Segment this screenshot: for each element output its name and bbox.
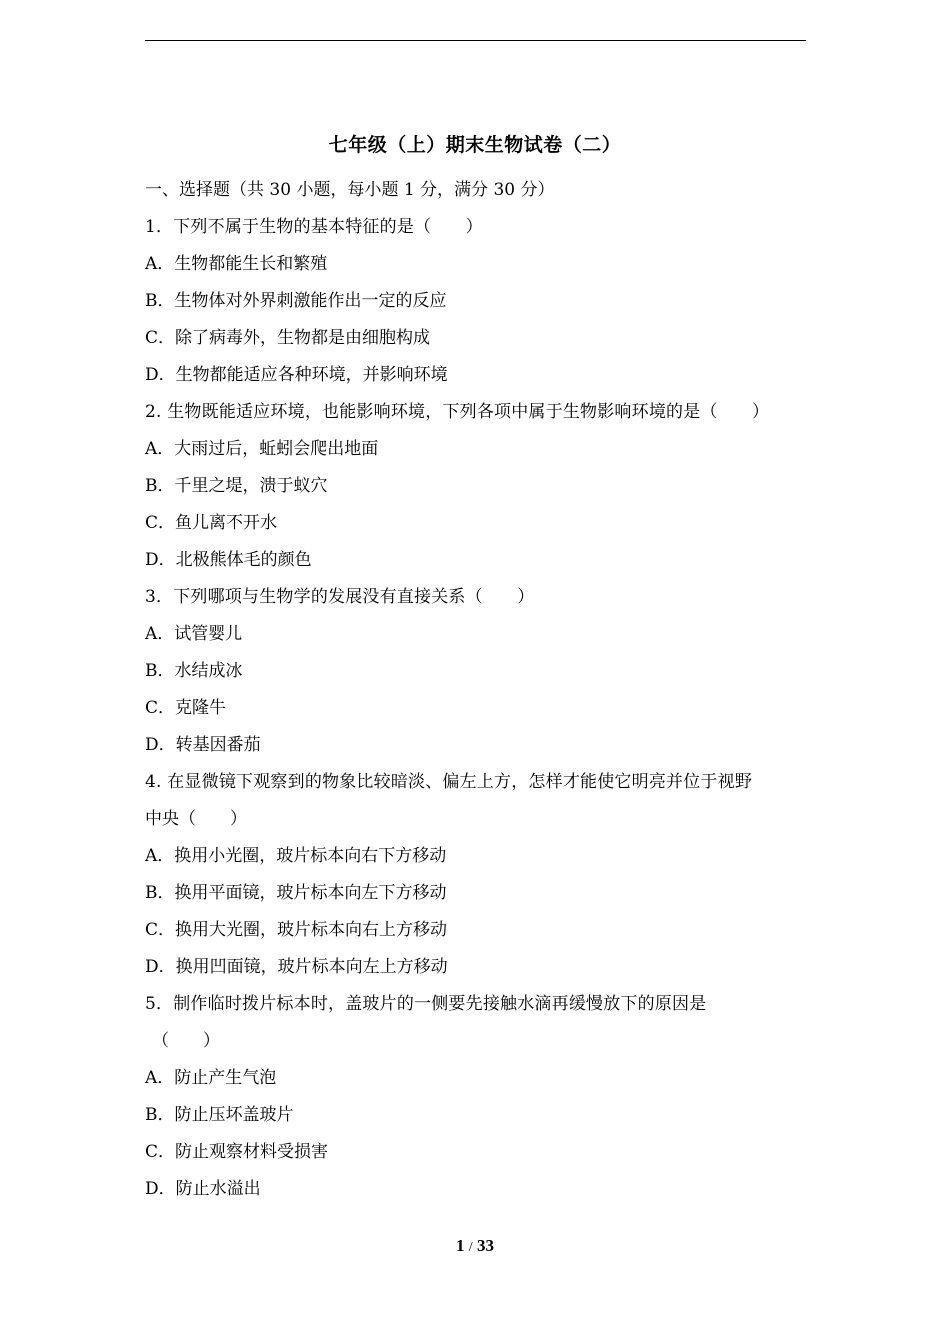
question-1-stem: 1．下列不属于生物的基本特征的是（ ） xyxy=(145,217,483,237)
question-3-stem: 3．下列哪项与生物学的发展没有直接关系（ ） xyxy=(145,587,535,607)
question-2-option-d: D．北极熊体毛的颜色 xyxy=(145,550,312,570)
question-5-option-d: D．防止水溢出 xyxy=(145,1179,261,1199)
question-3-option-b: B．水结成冰 xyxy=(145,661,243,681)
question-5-option-b: B．防止压坏盖玻片 xyxy=(145,1105,294,1125)
question-5-stem-continued: （ ） xyxy=(152,1031,220,1051)
question-1-option-d: D．生物都能适应各种环境，并影响环境 xyxy=(145,365,448,385)
question-1-option-a: A．生物都能生长和繁殖 xyxy=(145,254,328,274)
question-3-option-a: A．试管婴儿 xyxy=(145,624,243,644)
question-4-stem: 4. 在显微镜下观察到的物象比较暗淡、偏左上方，怎样才能使它明亮并位于视野 xyxy=(145,772,753,792)
page-number xyxy=(0,1236,950,1256)
question-2-stem: 2. 生物既能适应环境，也能影响环境，下列各项中属于生物影响环境的是（ ） xyxy=(145,402,770,422)
question-4-option-b: B．换用平面镜，玻片标本向左下方移动 xyxy=(145,883,447,903)
question-5-stem: 5．制作临时拨片标本时，盖玻片的一侧要先接触水滴再缓慢放下的原因是 xyxy=(145,994,707,1014)
question-2-option-a: A．大雨过后，蚯蚓会爬出地面 xyxy=(145,439,379,459)
page-total: 33 xyxy=(476,1236,494,1255)
question-4-option-a: A．换用小光圈，玻片标本向右下方移动 xyxy=(145,846,447,866)
question-3-option-d: D．转基因番茄 xyxy=(145,735,261,755)
question-2-option-b: B．千里之堤，溃于蚁穴 xyxy=(145,476,328,496)
header-rule xyxy=(145,40,806,41)
question-1-option-c: C．除了病毒外，生物都是由细胞构成 xyxy=(145,328,431,348)
question-3-option-c: C．克隆牛 xyxy=(145,698,227,718)
question-1-option-b: B．生物体对外界刺激能作出一定的反应 xyxy=(145,291,447,311)
question-4-option-c: C．换用大光圈，玻片标本向右上方移动 xyxy=(145,920,448,940)
page-current: 1 xyxy=(456,1236,465,1255)
question-4-option-d: D．换用凹面镜，玻片标本向左上方移动 xyxy=(145,957,448,977)
page-title: 七年级（上）期末生物试卷（二） xyxy=(328,134,622,156)
question-4-stem-continued: 中央（ ） xyxy=(145,809,247,829)
page-separator: / xyxy=(468,1240,473,1255)
question-5-option-c: C．防止观察材料受损害 xyxy=(145,1142,329,1162)
question-2-option-c: C．鱼儿离不开水 xyxy=(145,513,278,533)
section-heading: 一、选择题（共 30 小题，每小题 1 分，满分 30 分） xyxy=(145,180,555,200)
question-5-option-a: A．防止产生气泡 xyxy=(145,1068,277,1088)
